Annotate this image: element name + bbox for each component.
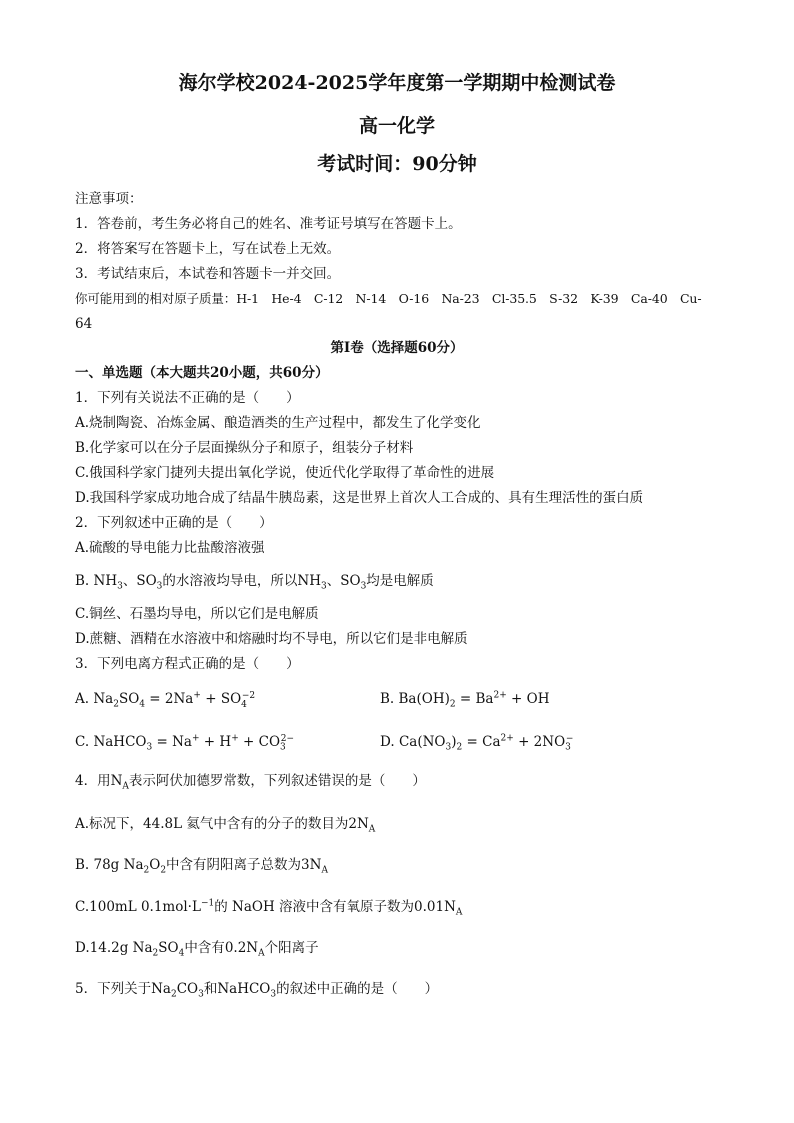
q2-stem: 2．下列叙述中正确的是（ ） [75, 515, 273, 531]
q4-option-c [75, 898, 462, 916]
formula-so3: SO [136, 573, 157, 589]
q4-option-d [75, 939, 319, 957]
sub: 3 [156, 581, 163, 592]
exam-title: 海尔学校2024-2025学年度第一学期期中检测试卷 [178, 72, 616, 94]
symbol-na: N [246, 940, 259, 956]
q2-option-d: D.蔗糖、酒精在水溶液中和熔融时均不导电，所以它们是非电解质 [75, 631, 468, 647]
symbol-na: N [444, 899, 456, 915]
text: B. 78g [75, 857, 124, 873]
option-label: B. [380, 691, 399, 707]
text: 表示阿伏加德罗常数，下列叙述错误的是（ ） [128, 773, 426, 789]
text: C. [75, 899, 90, 915]
option-label: A. [75, 691, 94, 707]
q3a-formula: $Na_2SO_4 = 2Na^+ + SO_4^{-2}$ [93, 690, 256, 710]
q2-option-c: C.铜丝、石墨均导电，所以它们是电解质 [75, 606, 319, 622]
q1-option-d: D.我国科学家成功地合成了结晶牛胰岛素，这是世界上首次人工合成的、具有生理活性的蛋白质 [75, 490, 644, 506]
group-title: 一、单选题（本大题共20小题，共60分） [75, 365, 329, 381]
q1-option-a: A.烧制陶瓷、冶炼金属、酿造酒类的生产过程中，都发生了化学变化 [75, 415, 481, 431]
text: 的叙述中正确的是（ ） [276, 981, 439, 997]
q3-option-c [75, 733, 299, 751]
separator: 、 [122, 573, 137, 589]
amount: 100mL 0.1mol·L [89, 899, 201, 915]
q3b-formula: $Ba(OH)_2 = Ba^{2+}$ + OH [398, 690, 550, 710]
q3-option-d [380, 733, 578, 751]
value: 0.2 [224, 940, 247, 956]
sub: A [455, 907, 463, 918]
symbol-na: N [309, 857, 322, 873]
atomic-mass-line-2: 64 [75, 316, 93, 332]
q3-option-a [75, 690, 260, 708]
q4-option-a [75, 815, 375, 833]
sub: 3 [321, 581, 327, 592]
text: A.标况下，44.8L 氦气中含有的分子的数目为 [75, 816, 349, 832]
q3d-formula: $Ca(NO_3)_2 = Ca^{2+} + 2NO_3^-$ [398, 733, 574, 753]
sub: 3 [117, 581, 123, 592]
part-title: 第Ⅰ卷（选择题60分） [330, 340, 464, 356]
sub: A [321, 865, 328, 876]
subject-title: 高一化学 [358, 115, 435, 137]
sub: A [258, 948, 265, 959]
symbol-na: N [110, 773, 123, 789]
text: D. [75, 940, 90, 956]
q3c-formula: NaHCO$_3$ = $Na^+ + H^+ + CO_3^{2-}$ [93, 733, 295, 753]
formula-so3: SO [340, 573, 361, 589]
atomic-mass-line-1: 你可能用到的相对原子质量：H-1 He-4 C-12 N-14 O-16 Na-23 Cl-35.5 S-32 K-39 Ca-40 Cu- [75, 291, 702, 306]
text: 和 [203, 981, 218, 997]
notes-heading: 注意事项： [75, 191, 143, 207]
text: 个阳离子 [264, 940, 319, 956]
q1-stem: 1．下列有关说法不正确的是（ ） [75, 390, 300, 406]
text: 4．用 [75, 773, 111, 789]
q2-b-label: B. [75, 573, 94, 589]
text: 均是电解质 [366, 573, 434, 589]
sup: −1 [200, 898, 215, 909]
formula-na2co3: $Na_2CO_3$ [151, 981, 204, 1000]
exam-time: 考试时间：90分钟 [317, 153, 477, 175]
q2-option-b [75, 572, 434, 590]
q1-option-b: B.化学家可以在分子层面操纵分子和原子，组装分子材料 [75, 440, 414, 456]
formula-na2o2: $Na_2O_2$ [123, 857, 167, 876]
note-item-1: 1．答卷前，考生务必将自己的姓名、准考证号填写在答题卡上。 [75, 216, 462, 232]
q5-stem [75, 980, 438, 998]
text: 5．下列关于 [75, 981, 152, 997]
formula-nh3: NH [93, 573, 118, 589]
q1-option-c: C.俄国科学家门捷列夫提出氧化学说，使近代化学取得了革命性的进展 [75, 465, 495, 481]
note-item-2: 2．将答案写在答题卡上，写在试卷上无效。 [75, 241, 341, 257]
text: 的水溶液均导电，所以 [162, 573, 298, 589]
q3-stem: 3．下列电离方程式正确的是（ ） [75, 656, 300, 672]
amount: 14.2g [89, 940, 133, 956]
formula-nh3: NH [297, 573, 321, 589]
symbol-na: N [356, 816, 369, 832]
value: 2 [348, 816, 357, 832]
formula-nahco3: NaHCO$_3$ [217, 981, 277, 1000]
text: 的 NaOH 溶液中含有氧原子数为 [214, 899, 415, 915]
text: 中含有 [184, 940, 225, 956]
text: 中含有阴阳离子总数为 [166, 857, 302, 873]
sub: 3 [360, 581, 367, 592]
value: 0.01 [414, 899, 445, 915]
sub: A [368, 824, 376, 835]
q4-stem [75, 772, 426, 790]
q3-option-b [380, 690, 550, 708]
option-label: C. [75, 734, 94, 750]
note-item-3: 3．考试结束后，本试卷和答题卡一并交回。 [75, 266, 341, 282]
separator: 、 [326, 573, 341, 589]
q4-option-b [75, 856, 328, 874]
option-label: D. [380, 734, 399, 750]
formula-na2so4: $Na_2SO_4$ [132, 940, 185, 959]
q2-option-a: A.硫酸的导电能力比盐酸溶液强 [75, 540, 265, 556]
sub: A [122, 781, 129, 792]
value: 3 [301, 857, 310, 873]
